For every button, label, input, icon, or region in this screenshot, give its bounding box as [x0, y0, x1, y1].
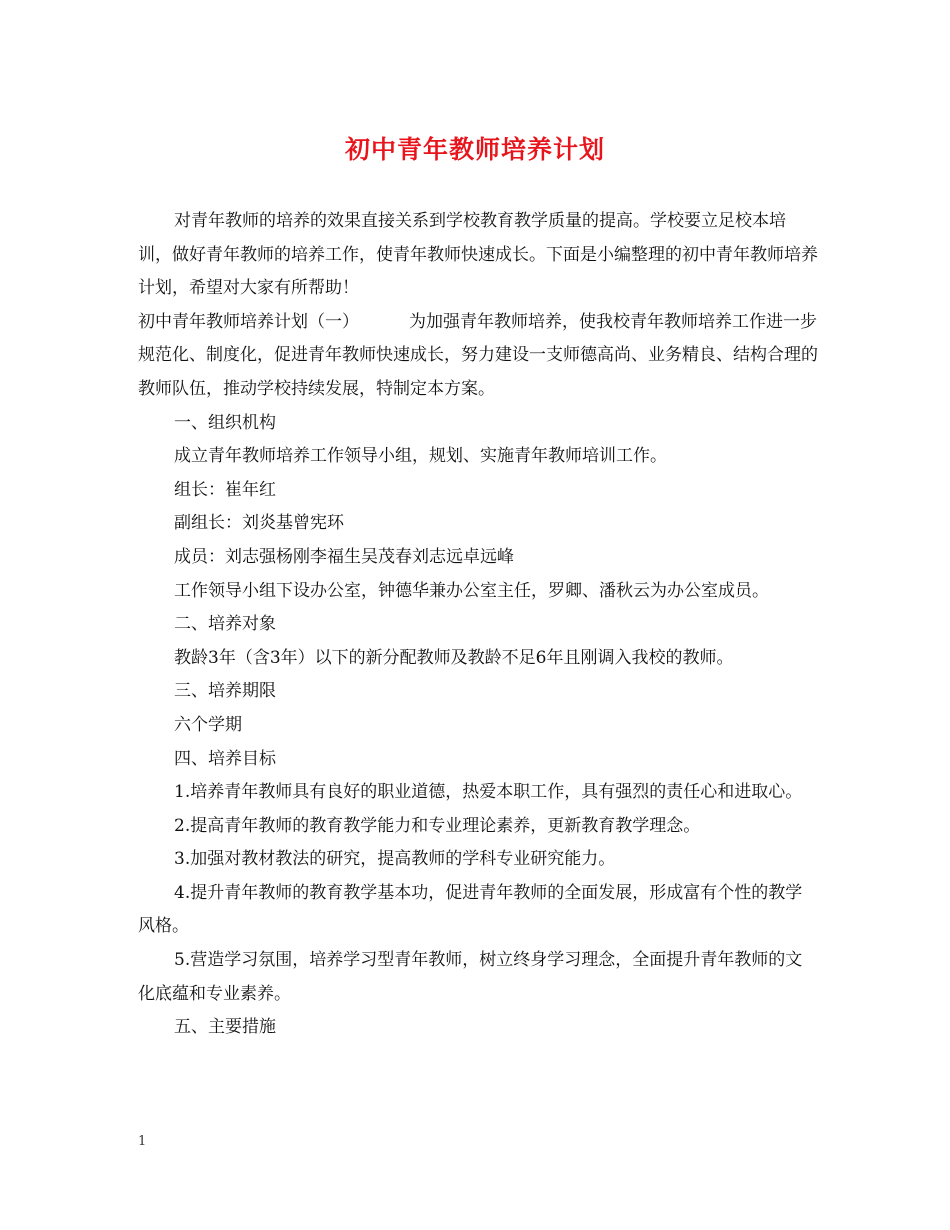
goal-item-3: 3.加强对教材教法的研究，提高教师的学科专业研究能力。 [174, 849, 616, 870]
section-paragraph [138, 306, 818, 407]
heading-main-measures: 五、主要措施 [174, 1017, 276, 1038]
paragraph-office: 工作领导小组下设办公室，钟德华兼办公室主任，罗卿、潘秋云为办公室成员。 [174, 580, 769, 601]
document-title: 初中青年教师培养计划 [344, 135, 605, 164]
page-number: 1 [138, 1134, 147, 1149]
paragraph-leadership-group: 成立青年教师培养工作领导小组，规划、实施青年教师培训工作。 [174, 446, 667, 467]
paragraph-group-leader: 组长：崔年红 [174, 479, 276, 500]
goal-item-4: 4.提升青年教师的教育教学基本功，促进青年教师的全面发展，形成富有个性的教学风格。 [138, 882, 803, 937]
document-body [138, 205, 818, 1045]
goal-item-5: 5.营造学习氛围，培养学习型青年教师，树立终身学习理念，全面提升青年教师的文化底蕴和专业素养。 [138, 950, 803, 1004]
section-heading: 初中青年教师培养计划（一） [138, 311, 359, 332]
heading-training-targets: 二、培养对象 [174, 614, 276, 635]
paragraph-training-period: 六个学期 [174, 714, 242, 735]
intro-paragraph: 对青年教师的培养的效果直接关系到学校教育教学质量的提高。学校要立足校本培训，做好青年教师的培养工作，使青年教师快速成长。下面是小编整理的初中青年教师培养计划，希望对大家有所帮助！ [138, 211, 818, 299]
heading-organization: 一、组织机构 [174, 412, 276, 433]
heading-training-goals: 四、培养目标 [174, 748, 276, 769]
goal-item-1: 1.培养青年教师具有良好的职业道德，热爱本职工作，具有强烈的责任心和进取心。 [174, 782, 803, 803]
heading-training-period: 三、培养期限 [174, 681, 276, 702]
goal-item-2: 2.提高青年教师的教育教学能力和专业理论素养，更新教育教学理念。 [174, 815, 701, 836]
section-intro: 为加强青年教师培养，使我校青年教师培养工作进一步规范化、制度化，促进青年教师快速成长，努力建设一支师德高尚、业务精良、结构合理的教师队伍，推动学校持续发展，特制定本方案。 [138, 311, 818, 399]
paragraph-members: 成员：刘志强杨刚李福生吴茂春刘志远卓远峰 [174, 546, 514, 567]
paragraph-deputy-leader: 副组长：刘炎基曾宪环 [174, 513, 344, 534]
paragraph-training-targets: 教龄3年（含3年）以下的新分配教师及教龄不足6年且刚调入我校的教师。 [174, 647, 734, 668]
